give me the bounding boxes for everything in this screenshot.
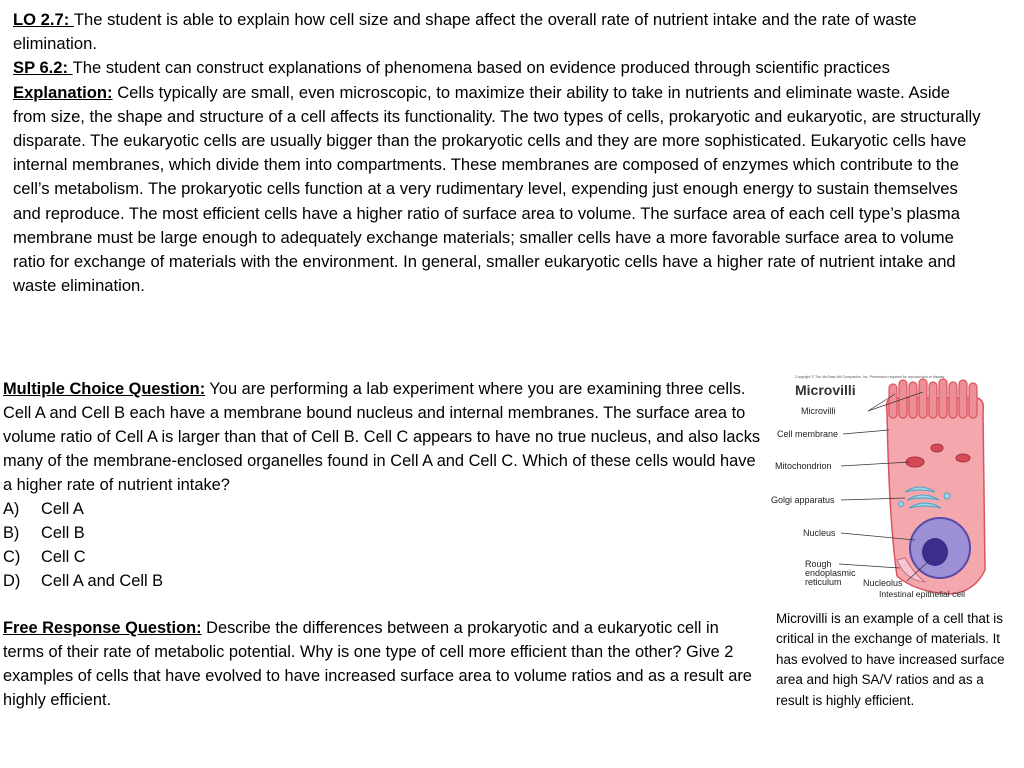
free-response-question — [3, 616, 763, 712]
lo-text: The student is able to explain how cell size and shape affect the overall rate of nutrient intake and the rate of waste elimination. — [13, 10, 917, 54]
sp-label: SP 6.2: — [13, 58, 73, 78]
option-text: Cell A and Cell B — [41, 572, 164, 590]
frq-paragraph — [3, 616, 763, 712]
label-nucleolus: Nucleolus — [863, 578, 903, 588]
microvilli-figure — [765, 370, 1005, 606]
label-microvilli: Microvilli — [801, 406, 836, 416]
label-rough-er: Rough — [805, 559, 832, 569]
mcq-options — [3, 497, 763, 593]
option-text: Cell C — [41, 548, 86, 566]
mcq-option-b — [3, 521, 763, 545]
option-letter: B) — [3, 524, 20, 542]
mitochondrion-shape — [931, 444, 943, 452]
mcq-option-a — [3, 497, 763, 521]
label-golgi: Golgi apparatus — [771, 495, 835, 505]
option-letter: D) — [3, 572, 21, 590]
multiple-choice-question — [3, 377, 763, 593]
epithelial-cell-illustration — [887, 379, 986, 594]
mcq-text: You are performing a lab experiment where you are examining three cells. Cell A and Cell B each have a membrane bound nucleus and internal membranes. The surface area to volume ratio of Cell A is larger than that of Cell B. Cell C appears to have no true nucleus, and also lacks many of the membrane-enclosed organelles found in Cell A and Cell C. Which of these cells would have a higher rate of nutrient intake? — [3, 380, 761, 494]
frq-text: Describe the differences between a prokaryotic and a eukaryotic cell in terms of their rate of metabolic potential. Why is one type of cell more efficient than the other? Give 2 examples of cells that have evolved to have increased surface area to volume ratios and as a result are highly efficient. — [3, 619, 752, 709]
label-cell-membrane: Cell membrane — [777, 429, 839, 439]
mitochondrion-shape — [956, 454, 970, 462]
explanation-paragraph — [13, 81, 981, 299]
mcq-stem — [3, 377, 763, 497]
option-text: Cell A — [41, 500, 84, 518]
microvilli-projections — [889, 379, 977, 418]
explanation-text: Cells typically are small, even microscopic, to maximize their ability to take in nutrients and eliminate waste. Aside from size, the shape and structure of a cell affects its functionality. The two types of cells, prokaryotic and eukaryotic, are structurally disparate. The eukaryotic cells are usually bigger than the prokaryotic cells and they are more sophisticated. Eukaryotic cells have internal membranes, which divide them into compartments. These membranes are composed of enzymes which contribute to the cell’s metabolism. The prokaryotic cells function at a very rudimentary level, expending just enough energy to sustain themselves and reproduce. The most efficient cells have a higher ratio of surface area to volume. The surface area of each cell type’s plasma membrane must be large enough to adequately exchange materials; smaller cells have a more favorable surface area to volume ratio for exchange of materials with the environment. In general, smaller eukaryotic cells have a higher rate of nutrient intake and waste elimination. — [13, 82, 981, 296]
sp-text: The student can construct explanations of phenomena based on evidence produced through scientific practices — [72, 58, 890, 78]
explanation-label: Explanation: — [13, 82, 113, 102]
figure-caption: Microvilli is an example of a cell that is critical in the exchange of materials. It has evolved to have increased surface area and high SA/V ratios and as a result is highly efficient. — [776, 611, 1005, 708]
label-rough-er: reticulum — [805, 577, 842, 587]
mcq-option-d — [3, 569, 763, 593]
figure-title: Microvilli — [795, 382, 856, 398]
option-letter: A) — [3, 500, 20, 518]
sp-paragraph — [13, 56, 981, 80]
option-text: Cell B — [41, 524, 85, 542]
label-mitochondrion: Mitochondrion — [775, 461, 832, 471]
copyright-notice: Copyright © The McGraw-Hill Companies, Inc. Permission required for reproduction or display. — [795, 375, 945, 379]
nucleolus-shape — [922, 538, 948, 566]
lo-paragraph — [13, 8, 981, 56]
frq-label: Free Response Question: — [3, 619, 202, 637]
microvilli-diagram — [765, 370, 1005, 606]
objectives-block — [13, 8, 981, 298]
label-nucleus: Nucleus — [803, 528, 836, 538]
option-letter: C) — [3, 548, 21, 566]
label-cell-name: Intestinal epithelial cell — [879, 589, 965, 599]
mcq-option-c — [3, 545, 763, 569]
mcq-label: Multiple Choice Question: — [3, 380, 206, 398]
lo-label: LO 2.7: — [13, 10, 74, 29]
label-rough-er: endoplasmic — [805, 568, 856, 578]
